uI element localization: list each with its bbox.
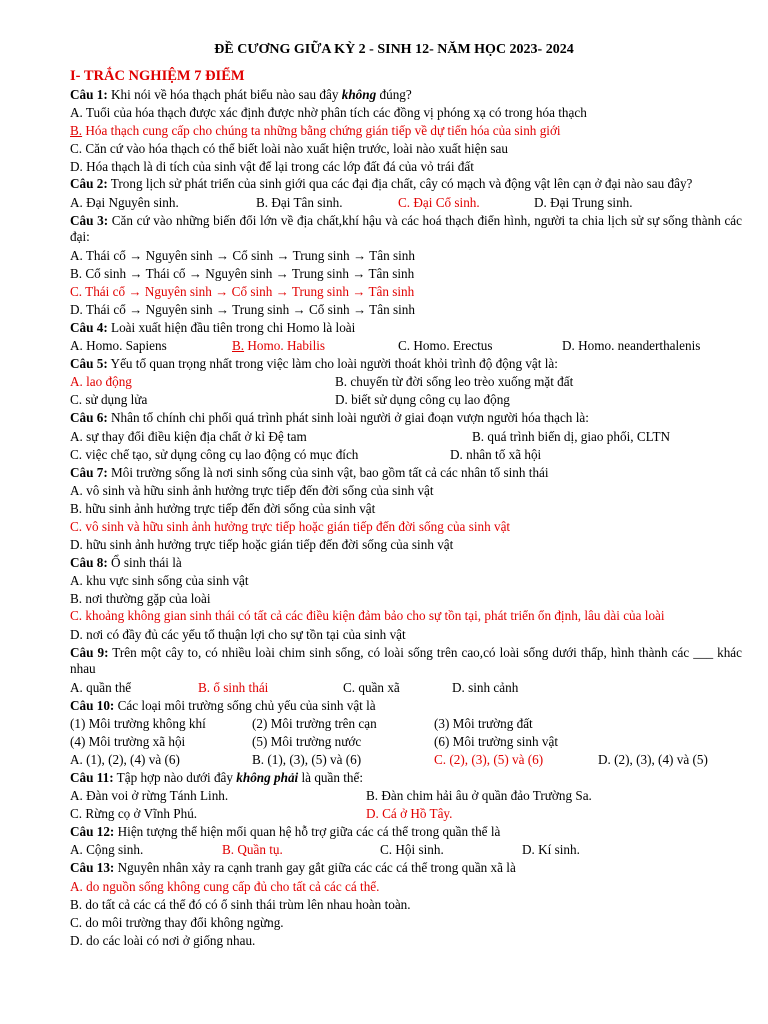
q10-item-2: (2) Môi trường trên cạn bbox=[252, 715, 377, 731]
q8-option-a: A. khu vực sinh sống của sinh vật bbox=[70, 573, 249, 589]
question-5: Câu 5: Yếu tố quan trọng nhất trong việc làm cho loài người thoát khỏi trình độ động vật là: bbox=[70, 356, 558, 372]
q1-option-c: C. Căn cứ vào hóa thạch có thể biết loài nào xuất hiện trước, loài nào xuất hiện sau bbox=[70, 141, 509, 157]
q6-option-a: A. sự thay đổi điều kiện địa chất ở kỉ Đệ tam bbox=[70, 428, 307, 444]
question-12: Câu 12: Hiện tượng thể hiện mối quan hệ hỗ trợ giữa các cá thể trong quần thể là bbox=[70, 824, 501, 840]
q9-options bbox=[70, 679, 742, 697]
q10-item-5: (5) Môi trường nước bbox=[252, 733, 362, 749]
q11-options-cd bbox=[70, 805, 742, 823]
question-13: Câu 13: Nguyên nhân xảy ra cạnh tranh gay gắt giữa các các cá thể trong quần xã là bbox=[70, 860, 516, 876]
q6-option-c: C. việc chế tạo, sử dụng công cụ lao động có mục đích bbox=[70, 446, 359, 462]
q10-option-b: B. (1), (3), (5) và (6) bbox=[252, 751, 362, 767]
question-4: Câu 4: Loài xuất hiện đầu tiên trong chi Homo là loài bbox=[70, 319, 356, 335]
q11-option-c: C. Rừng cọ ở Vĩnh Phú. bbox=[70, 806, 198, 822]
q10-option-a: A. (1), (2), (4) và (6) bbox=[70, 751, 180, 767]
q10-option-d: D. (2), (3), (4) và (5) bbox=[598, 751, 708, 767]
q7-option-c: C. vô sinh và hữu sinh ảnh hưởng trực tiếp hoặc gián tiếp đến đời sống của sinh vật bbox=[70, 518, 511, 534]
q2-option-b: B. Đại Tân sinh. bbox=[256, 195, 343, 211]
q12-option-c: C. Hội sinh. bbox=[380, 842, 444, 858]
q12-option-b: B. Quần tụ. bbox=[222, 842, 283, 858]
section-heading: I- TRẮC NGHIỆM 7 ĐIỂM bbox=[70, 68, 245, 84]
q11-options-ab bbox=[70, 787, 742, 805]
q10-item-1: (1) Môi trường không khí bbox=[70, 715, 206, 731]
q6-option-d: D. nhân tố xã hội bbox=[450, 446, 542, 462]
q1-option-a: A. Tuổi của hóa thạch được xác định được nhờ phân tích các đồng vị phóng xạ có trong hóa thạch bbox=[70, 105, 587, 121]
q12-option-d: D. Kí sinh. bbox=[522, 842, 580, 858]
document-title: ĐỀ CƯƠNG GIỮA KỲ 2 - SINH 12- NĂM HỌC 2023- 2024 bbox=[214, 42, 574, 57]
question-3: Câu 3: Căn cứ vào những biến đổi lớn về địa chất,khí hậu và các hoá thạch điển hình, người ta chia lịch sử sự sống thành các đại: bbox=[70, 212, 742, 244]
q2-option-d: D. Đại Trung sinh. bbox=[534, 195, 633, 211]
question-7: Câu 7: Môi trường sống là nơi sinh sống của sinh vật, bao gồm tất cả các nhân tố sinh thái bbox=[70, 464, 549, 480]
q4-option-b: B. Homo. Habilis bbox=[232, 338, 326, 354]
q10-item-4: (4) Môi trường xã hội bbox=[70, 733, 186, 749]
q10-item-3: (3) Môi trường đất bbox=[434, 715, 533, 731]
q3-option-d: D. Thái cổ → Nguyên sinh → Trung sinh → Cổ sinh → Tân sinh bbox=[70, 301, 415, 317]
q11-option-b: B. Đàn chim hải âu ở quần đảo Trường Sa. bbox=[366, 788, 592, 804]
q7-option-a: A. vô sinh và hữu sinh ảnh hưởng trực tiếp đến đời sống của sinh vật bbox=[70, 482, 434, 498]
q5-option-c: C. sử dụng lửa bbox=[70, 392, 148, 408]
q2-option-c: C. Đại Cổ sinh. bbox=[398, 195, 480, 211]
q13-option-c: C. do môi trường thay đổi không ngừng. bbox=[70, 914, 284, 930]
q9-option-b: B. ổ sinh thái bbox=[198, 679, 269, 695]
q5-option-d: D. biết sử dụng công cụ lao động bbox=[335, 392, 510, 408]
q10-options bbox=[70, 751, 742, 769]
q4-option-a: A. Homo. Sapiens bbox=[70, 338, 167, 354]
q9-option-d: D. sinh cảnh bbox=[452, 679, 519, 695]
question-2: Câu 2: Trong lịch sử phát triển của sinh giới qua các đại địa chất, cây có mạch và động vật lên cạn ở đại nào sau đây? bbox=[70, 176, 693, 192]
q3-option-b: B. Cổ sinh → Thái cổ → Nguyên sinh → Trung sinh → Tân sinh bbox=[70, 265, 415, 281]
q7-option-d: D. hữu sinh ảnh hưởng trực tiếp hoặc gián tiếp đến đời sống của sinh vật bbox=[70, 537, 454, 553]
q4-option-d: D. Homo. neanderthalenis bbox=[562, 338, 701, 354]
q6-options-cd bbox=[70, 446, 742, 464]
q8-option-b: B. nơi thường gặp của loài bbox=[70, 591, 211, 607]
q13-option-a: A. do nguồn sống không cung cấp đủ cho tất cả các cá thể. bbox=[70, 878, 380, 894]
q10-items-123 bbox=[70, 715, 742, 733]
q11-option-a: A. Đàn voi ở rừng Tánh Linh. bbox=[70, 788, 229, 804]
question-9: Câu 9: Trên một cây to, có nhiều loài chim sinh sống, có loài sống trên cao,có loài sống dưới thấp, hình thành các ___ khác nhau bbox=[70, 644, 742, 676]
q10-items-456 bbox=[70, 733, 742, 751]
q1-option-d: D. Hóa thạch là di tích của sinh vật để lại trong các lớp đất đá của vỏ trái đất bbox=[70, 159, 474, 175]
q4-options bbox=[70, 337, 742, 355]
q13-option-b: B. do tất cả các cá thể đó có ổ sinh thái trùm lên nhau hoàn toàn. bbox=[70, 896, 411, 912]
q5-option-b: B. chuyển từ đời sống leo trèo xuống mặt đất bbox=[335, 374, 574, 390]
q8-option-c: C. khoảng không gian sinh thái có tất cả các điều kiện đảm bảo cho sự tồn tại, phát triển ổn định, lâu dài của loài bbox=[70, 608, 665, 624]
question-1: Câu 1: Khi nói về hóa thạch phát biểu nào sau đây không đúng? bbox=[70, 87, 412, 102]
q10-option-c: C. (2), (3), (5) và (6) bbox=[434, 751, 544, 767]
q5-options-ab bbox=[70, 373, 742, 391]
q11-option-d: D. Cá ở Hồ Tây. bbox=[366, 806, 453, 822]
question-list bbox=[70, 67, 742, 950]
question-10: Câu 10: Các loại môi trường sống chủ yếu của sinh vật là bbox=[70, 697, 376, 713]
q3-option-a: A. Thái cổ → Nguyên sinh → Cổ sinh → Trung sinh → Tân sinh bbox=[70, 247, 415, 263]
question-8: Câu 8: Ổ sinh thái là bbox=[70, 555, 182, 571]
q9-option-c: C. quần xã bbox=[343, 679, 400, 695]
q7-option-b: B. hữu sinh ảnh hưởng trực tiếp đến đời sống của sinh vật bbox=[70, 500, 376, 516]
q5-options-cd bbox=[70, 391, 742, 409]
q12-options bbox=[70, 841, 742, 859]
q3-option-c: C. Thái cổ → Nguyên sinh → Cổ sinh → Trung sinh → Tân sinh bbox=[70, 283, 415, 299]
q2-option-a: A. Đại Nguyên sinh. bbox=[70, 195, 179, 211]
question-11: Câu 11: Tập hợp nào dưới đây không phải là quần thể: bbox=[70, 770, 364, 785]
q10-item-6: (6) Môi trường sinh vật bbox=[434, 733, 559, 749]
q8-option-d: D. nơi có đầy đủ các yếu tố thuận lợi cho sự tồn tại của sinh vật bbox=[70, 627, 406, 643]
q6-options-ab bbox=[70, 428, 742, 446]
q9-option-a: A. quần thể bbox=[70, 679, 132, 695]
question-6: Câu 6: Nhân tố chính chi phối quá trình phát sinh loài người ở giai đoạn vượn người hóa thạch là: bbox=[70, 410, 589, 426]
q12-option-a: A. Cộng sinh. bbox=[70, 842, 144, 858]
q6-option-b: B. quá trình biến dị, giao phối, CLTN bbox=[472, 428, 671, 444]
q2-options bbox=[70, 194, 742, 212]
q13-option-d: D. do các loài có nơi ở giống nhau. bbox=[70, 932, 256, 948]
q4-option-c: C. Homo. Erectus bbox=[398, 338, 493, 354]
q1-option-b: B. Hóa thạch cung cấp cho chúng ta những bằng chứng gián tiếp về dự tiến hóa của sinh giới bbox=[70, 123, 561, 139]
q5-option-a: A. lao động bbox=[70, 374, 132, 390]
